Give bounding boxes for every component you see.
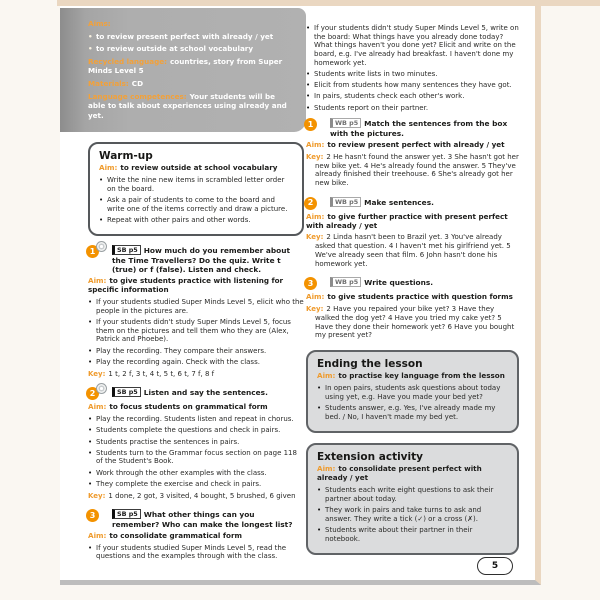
list-item: • If your students studied Super Minds Level 5, elicit who the people in the pictures are.: [88, 298, 304, 315]
list-item: • Students complete the questions and check in pairs.: [88, 426, 304, 435]
list-item: • They work in pairs and take turns to ask and answer. They write a tick (✓) or a cross (✗).: [317, 506, 508, 523]
list-item: • If your students didn't study Super Minds Level 5, write on the board: What things have you already done today? What things haven't you done yet? Elicit and write on the board, e.g. I've already had breakfast. I haven't done my homework yet.: [306, 24, 519, 68]
list-item: • If your students studied Super Minds Level 5, read the questions and the examples through with the class.: [88, 544, 304, 561]
list-item: • to review present perfect with already / yet: [88, 32, 294, 41]
activity-heading: [306, 197, 519, 210]
activity-number: 3: [307, 279, 314, 289]
cd-icon: [96, 383, 107, 394]
ending-lesson-title: Ending the lesson: [317, 357, 423, 370]
list-item: • Students each write eight questions to ask their partner about today.: [317, 486, 508, 503]
panel-steps: [317, 384, 508, 421]
sb-activity-3: [88, 509, 304, 561]
right-column: [306, 24, 519, 555]
list-item: • Work through the other examples with the class.: [88, 469, 304, 478]
aims-summary-box: [60, 8, 306, 132]
panel-aim: [317, 372, 508, 381]
recycled-language-line: [88, 57, 294, 75]
activity-aim: [306, 141, 519, 150]
activity-number: 2: [89, 389, 96, 399]
activity-heading: [88, 245, 304, 274]
aims-list: [88, 32, 294, 53]
recycled-language-text: countries, story from Super Minds Level 5: [88, 56, 283, 75]
materials-line: [88, 79, 294, 88]
activity-heading: [306, 118, 519, 138]
aim-label: Aim:: [88, 530, 107, 540]
aims-label: Aims:: [88, 19, 111, 28]
wb-activity-1: [306, 118, 519, 187]
activity-aim: [306, 213, 519, 231]
key-label: Key:: [306, 233, 324, 242]
competences-line: [88, 92, 294, 120]
page-ref-tag: WB p5: [330, 118, 361, 128]
sb-activity-1: [88, 245, 304, 378]
key-text: 2 Linda hasn't been to Brazil yet. 3 You've already asked that question. 4 I haven't met his girlfriend yet. 5 We've already seen that film. 6 John hasn't done his homework yet.: [315, 233, 511, 268]
activity-aim: [88, 403, 304, 412]
list-item: • Students turn to the Grammar focus section on page 118 of the Student's Book.: [88, 449, 304, 466]
aim-label: Aim:: [99, 163, 118, 172]
activity-steps: [88, 544, 304, 561]
list-item: • Play the recording. They compare their answers.: [88, 347, 304, 356]
activity-number: 3: [89, 511, 96, 521]
list-item: • Elicit from students how many sentences they have got.: [306, 81, 519, 90]
cd-icon: [96, 241, 107, 252]
activity-number: 1: [307, 120, 314, 130]
aim-text: to review outside at school vocabulary: [120, 163, 278, 172]
key-text: 2 He hasn't found the answer yet. 3 She hasn't got her new bike yet. 4 He's already found the answer. 5 They've already finished their treehouse. 6 She's already got her new bike.: [315, 152, 519, 187]
aim-text: to consolidate present perfect with already / yet: [317, 464, 482, 483]
aim-text: to consolidate grammatical form: [109, 530, 242, 540]
activity-number-badge: [86, 509, 99, 522]
recycled-language-label: Recycled language:: [88, 56, 168, 66]
answer-key: [306, 233, 519, 268]
activity-title: Listen and say the sentences.: [143, 388, 268, 398]
activity-heading: [88, 387, 304, 400]
list-item: • Play the recording again. Check with the class.: [88, 358, 304, 367]
activity-heading: [306, 277, 519, 290]
continued-steps: [306, 24, 519, 112]
list-item: • Write the nine new items in scrambled letter order on the board.: [99, 176, 293, 193]
list-item: • Students write about their partner in their notebook.: [317, 526, 508, 543]
activity-aim: [88, 532, 304, 541]
activity-number-badge: [304, 118, 317, 131]
list-item: • Students write lists in two minutes.: [306, 70, 519, 79]
aim-label: Aim:: [317, 464, 336, 474]
page-number-badge: [477, 557, 513, 575]
activity-title: Make sentences.: [364, 197, 434, 207]
activity-number: 1: [89, 247, 96, 257]
activity-title: Write questions.: [364, 278, 434, 288]
list-item: • Ask a pair of students to come to the board and write one of the items correctly and draw a picture.: [99, 196, 293, 213]
left-column: [88, 142, 304, 570]
aim-text: to give students practice with question forms: [327, 292, 513, 302]
wb-activity-2: [306, 197, 519, 269]
extension-activity-title: Extension activity: [317, 451, 423, 464]
competences-label: Language competences:: [88, 92, 187, 102]
key-label: Key:: [88, 369, 106, 378]
aim-label: Aim:: [306, 139, 325, 149]
activity-steps: [88, 415, 304, 488]
activity-title: What other things can you remember? Who can make the longest list?: [112, 510, 293, 529]
activity-title: How much do you remember about the Time Travellers? Do the quiz. Write t (true) or f (false). Listen and check.: [112, 246, 290, 275]
key-label: Key:: [306, 305, 324, 314]
aim-label: Aim:: [317, 370, 336, 380]
key-label: Key:: [88, 491, 106, 500]
page-ref-tag: SB p5: [112, 387, 141, 397]
activity-aim: [88, 277, 304, 295]
answer-key: [306, 305, 519, 340]
aim-text: to focus students on grammatical form: [109, 402, 268, 412]
aim-text: to give further practice with present perfect with already / yet: [306, 211, 508, 230]
activity-heading: [88, 509, 304, 529]
activity-number: 2: [307, 198, 314, 208]
warmup-panel: [88, 142, 304, 236]
materials-text: CD: [131, 79, 144, 89]
competences-text: Your students will be able to talk about experiences using already and yet.: [88, 92, 287, 120]
materials-label: Materials:: [88, 79, 129, 89]
aim-text: to practise key language from the lesson: [338, 370, 505, 380]
list-item: • Students answer, e.g. Yes, I've already made my bed. / No, I haven't made my bed yet.: [317, 404, 508, 421]
panel-steps: [317, 486, 508, 543]
answer-key: [306, 153, 519, 188]
aim-label: Aim:: [88, 276, 107, 286]
list-item: • to review outside at school vocabulary: [88, 44, 294, 53]
page-ref-tag: WB p5: [330, 197, 361, 207]
activity-steps: [88, 298, 304, 366]
list-item: • Repeat with other pairs and other words.: [99, 216, 293, 225]
aim-label: Aim:: [306, 292, 325, 302]
aim-label: Aim:: [306, 211, 325, 221]
warmup-steps: [99, 176, 293, 225]
warmup-aim: [99, 164, 293, 173]
key-text: 1 t, 2 f, 3 t, 4 t, 5 t, 6 t, 7 f, 8 f: [108, 369, 215, 378]
aim-text: to review present perfect with already / yet: [327, 139, 505, 149]
activity-title: Match the sentences from the box with the pictures.: [330, 119, 508, 138]
key-text: 2 Have you repaired your bike yet? 3 Have they walked the dog yet? 4 Have you tried my cake yet? 5 Have they done their homework yet? 6 Have you bought my present yet?: [315, 305, 515, 340]
page-ref-tag: SB p5: [112, 245, 141, 255]
extension-activity-panel: [306, 443, 519, 555]
book-page: [60, 6, 541, 585]
activity-number-badge: [304, 277, 317, 290]
activity-number-badge: [304, 197, 317, 210]
wb-activity-3: [306, 277, 519, 340]
ending-lesson-panel: [306, 350, 519, 433]
warmup-title: Warm-up: [99, 150, 153, 162]
aims-heading: [88, 19, 294, 28]
list-item: • Students practise the sentences in pairs.: [88, 438, 304, 447]
list-item: • Students report on their partner.: [306, 104, 519, 113]
page-ref-tag: SB p5: [112, 509, 141, 519]
panel-aim: [317, 465, 508, 483]
list-item: • They complete the exercise and check in pairs.: [88, 480, 304, 489]
list-item: • In open pairs, students ask questions about today using yet, e.g. Have you made your bed yet?: [317, 384, 508, 401]
key-label: Key:: [306, 152, 324, 161]
sb-activity-2: [88, 387, 304, 500]
activity-aim: [306, 293, 519, 302]
key-text: 1 done, 2 got, 3 visited, 4 bought, 5 brushed, 6 given: [108, 491, 296, 500]
list-item: • In pairs, students check each other's work.: [306, 92, 519, 101]
aim-label: Aim:: [88, 402, 107, 412]
answer-key: [88, 370, 304, 379]
list-item: • Play the recording. Students listen and repeat in chorus.: [88, 415, 304, 424]
aim-text: to give students practice with listening for specific information: [88, 276, 284, 295]
page-number: 5: [491, 561, 499, 571]
list-item: • If your students didn't study Super Minds Level 5, focus them on the pictures and tell them who they are (Alex, Patrick and Phoebe).: [88, 318, 304, 344]
answer-key: [88, 492, 304, 501]
page-ref-tag: WB p5: [330, 277, 361, 287]
